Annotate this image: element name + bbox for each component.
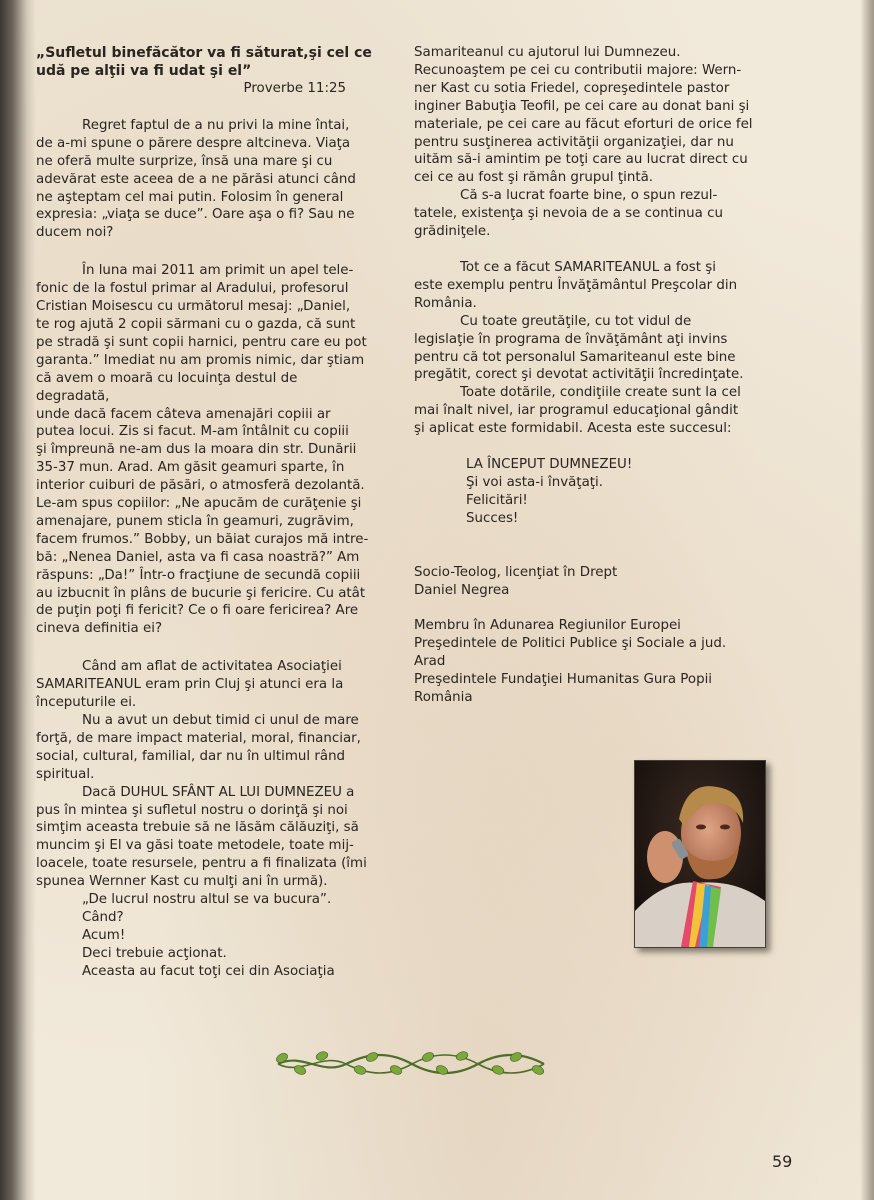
paragraph-association: Când am aflat de activitatea Asociaţiei SAMARITEANUL eram prin Cluj şi atunci era la începuturile ei. <box>36 659 344 711</box>
closing-lines: LA ÎNCEPUT DUMNEZEU! Şi voi asta-i învăţaţi. Felicitări! Succes! <box>466 457 633 526</box>
paragraph-success: Toate dotările, condiţiile create sunt la cel mai înalt nivel, iar programul educaţional gândit şi aplicat este formidabil. Acesta este succesul: <box>414 385 741 437</box>
page-number: 59 <box>772 1152 793 1171</box>
left-column <box>36 44 372 981</box>
author-roles: Membru în Adunarea Regiunilor Europei Preşedintele de Politici Publice şi Sociale a jud. Arad Preşedintele Fundaţiei Humanitas Gura Popii România <box>414 618 727 706</box>
vine-ornament <box>272 1048 550 1078</box>
paragraph-holy-spirit: Dacă DUHUL SFÂNT AL LUI DUMNEZEU a pus în mintea şi sufletul nostru o dorinţă şi noi simţim aceasta trebuie să ne lăsăm călăuziţi, să muncim şi El va găsi toate metodele, toate mij- loacele, toate resursele, pentru a fi finalizata (îmi spunea Wernner Kast cu mulţi ani în urmă). <box>36 784 367 890</box>
paragraph-example: Tot ce a făcut SAMARITEANUL a fost şi este exemplu pentru Învăţământul Preşcolar din România. <box>414 259 738 311</box>
heading-line-1: „Sufletul binefăcător va fi săturat,şi cel ce <box>36 45 372 61</box>
paragraph-intro: Regret faptul de a nu privi la mine întai, de a-mi spune o părere despre altcineva. Viaţa ne oferă multe surprize, însă una mare şi cu adevărat este aceea de a ne părăsi atunci când ne aşteptam cel mai putin. Folosim în general expresia: „viaţa se duce”. Oare aşa o fi? Sau ne ducem noi? <box>36 117 356 241</box>
paragraph-quote: „De lucrul nostru altul se va bucura”. Când? Acum! Deci trebuie acţionat. Aceasta au facut toţi cei din Asociaţia <box>82 892 335 979</box>
author-photo <box>634 760 766 948</box>
paragraph-debut: Nu a avut un debut timid ci unul de mare forţă, de mare impact material, moral, financiar, social, cultural, familial, dar nu în ultimul rând spiritual. <box>36 713 361 782</box>
right-column <box>414 44 780 707</box>
author-portrait-image <box>635 761 765 947</box>
bible-reference: Proverbe 11:25 <box>243 81 346 96</box>
heading-line-2: udă pe alţii va fi udat şi el” <box>36 63 252 79</box>
author-signature: Socio-Teolog, licenţiat în Drept Daniel Negrea <box>414 564 618 598</box>
paragraph-difficulties: Cu toate greutăţile, cu tot vidul de legislaţie în programa de învăţământ aţi invins pentru că tot personalul Samariteanul este bine pregătit, corect şi devotat activităţii încredinţate. <box>414 313 744 383</box>
paragraph-contributors: Samariteanul cu ajutorul lui Dumnezeu. Recunoaştem pe cei cu contributii majore: Wern- ner Kast cu sotia Friedel, copreşedintele pastor inginer Babuţia Teofil, pe cei care au donat bani şi materiale, pe cei care au făcut eforturi de orice fel pentru susţinerea activităţii organizaţiei, dar nu uităm să-i amintim pe toţi care au lucrat direct cu cei ce au fost şi rămân grupul ţintă. <box>414 45 753 186</box>
binding-shadow <box>0 0 36 1200</box>
page-edge-shadow <box>860 0 874 1200</box>
paragraph-phone-call: În luna mai 2011 am primit un apel tele- fonic de la fostul primar al Aradului, profesorul Cristian Moisescu cu următorul mesaj: „Daniel, te rog ajută 2 copii sărmani cu o gazda, că sunt pe stradă şi sunt copii harnici, pentru care eu pot garanta.” Imediat nu am promis nimic, dar ştiam că avem o moară cu locuinţa destul de degradată, unde dacă facem câteva amenajări copiii ar putea locui. Zis si facut. M-am întâlnit cu copiii şi împreună ne-am dus la moara din str. Dunării 35-37 mun. Arad. Am găsit geamuri sparte, în interior cuiburi de păsări, o atmosferă dezolantă. Le-am spus copiilor: „Ne apucăm de curăţenie şi amenajare, punem sticla în geamuri, zugrăvim, facem frumos.” Bobby, un băiat curajos mă intre- bă: „Nenea Daniel, asta va fi casa noastră?” Am răspuns: „Da!” Într-o fracţiune de secundă copiii au izbucnit în plâns de bucurie şi fericire. Cu atât de puţin poţi fi fericit? Ce o fi oare fericirea? Are cineva definitia ei? <box>36 263 369 637</box>
paragraph-results: Că s-a lucrat foarte bine, o spun rezul- tatele, existenţa şi nevoia de a se continua cu grădiniţele. <box>414 188 723 240</box>
